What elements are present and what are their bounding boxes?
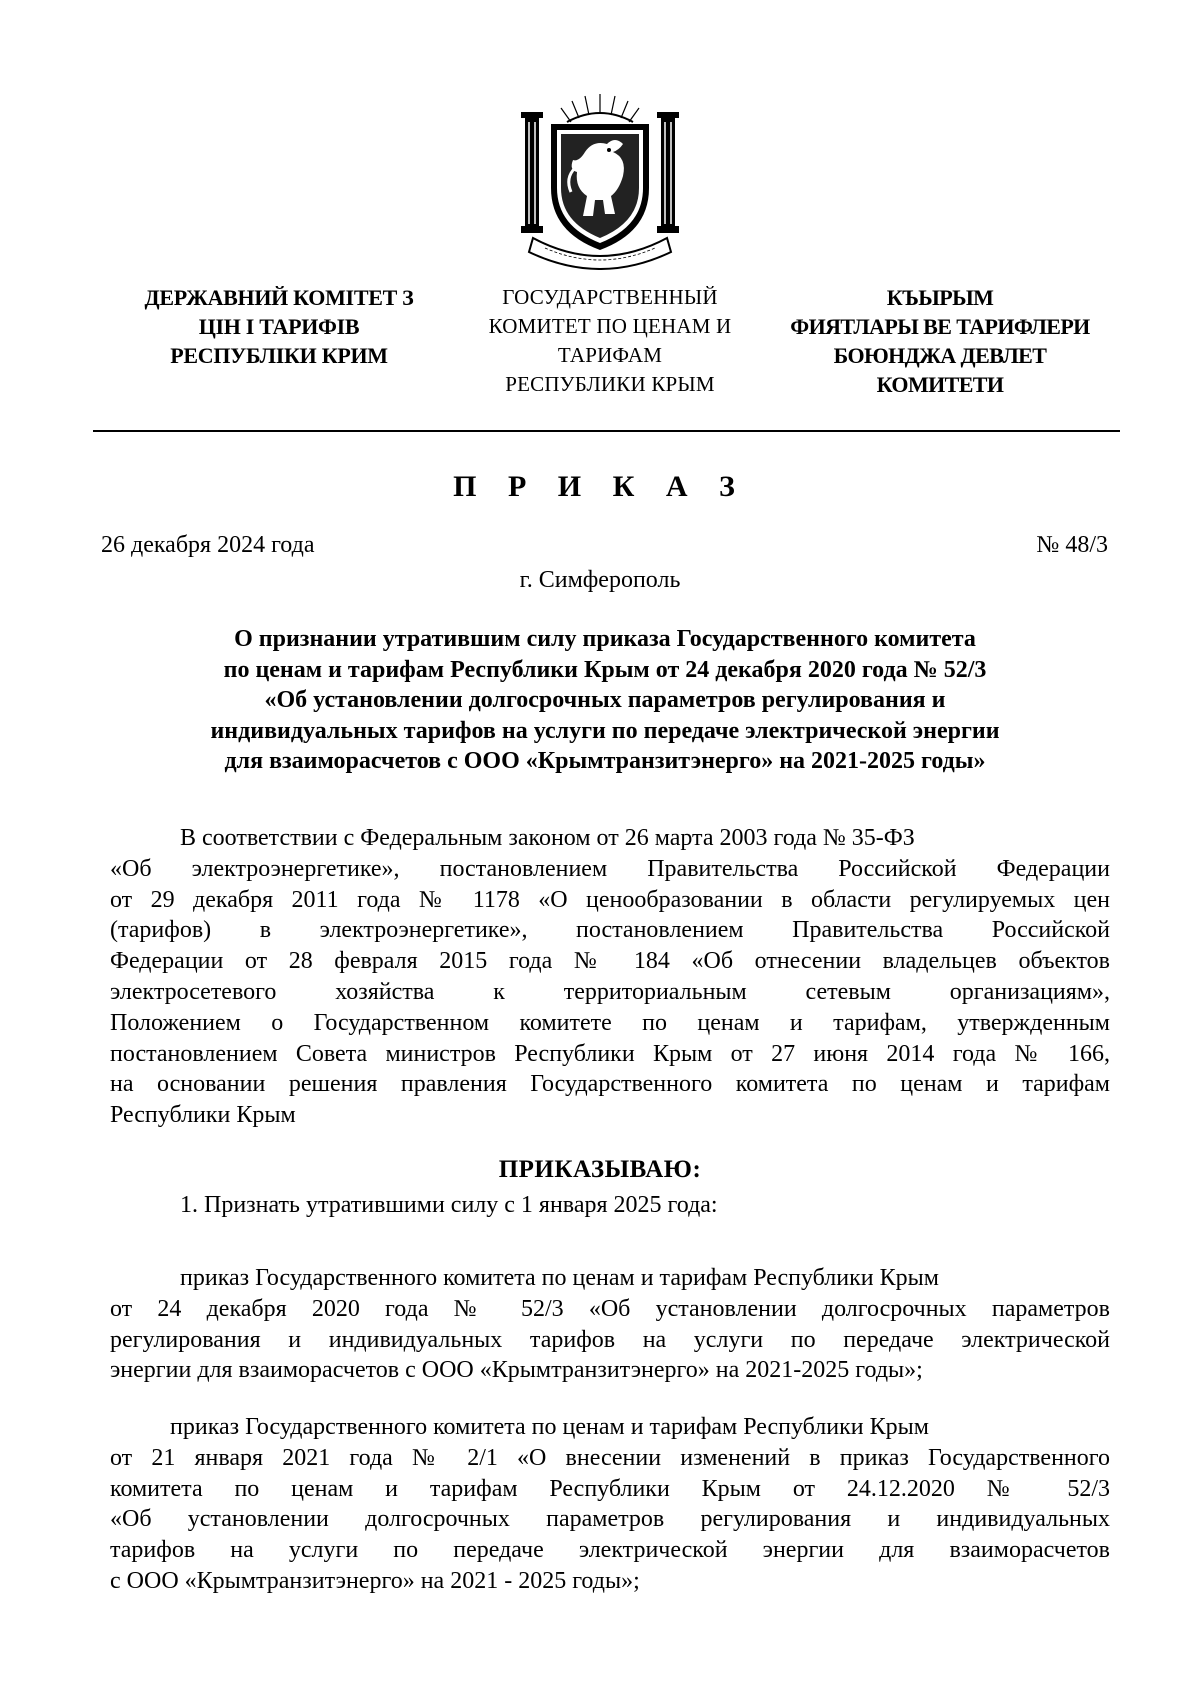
- paragraph-line: приказ Государственного комитета по ценам и тарифам Республики Крым: [170, 1414, 929, 1440]
- crimea-coat-of-arms-icon: [515, 92, 685, 270]
- header-ru-line: РЕСПУБЛИКИ КРЫМ: [505, 372, 715, 396]
- subject-line: «Об установлении долгосрочных параметров регулирования и: [264, 687, 946, 713]
- paragraph-line: энергии для взаиморасчетов с ООО «Крымтранзитэнерго» на 2021-2025 годы»;: [110, 1357, 923, 1384]
- header-ct-line: БОЮНДЖА ДЕВЛЕТ: [833, 343, 1047, 368]
- header-ct-line: КОМИТЕТИ: [876, 372, 1004, 397]
- document-subject: [101, 624, 1109, 777]
- subject-line: по ценам и тарифам Республики Крым от 24 декабря 2020 года № 52/3: [223, 656, 987, 683]
- header-ru-line: ТАРИФАМ: [557, 343, 663, 367]
- subject-line: индивидуальных тарифов на услуги по передаче электрической энергии: [210, 717, 1000, 744]
- paragraph-line: комитета по ценам и тарифам Республики Крым от 24.12.2020 № 52/3: [110, 1475, 1110, 1502]
- paragraph-line: электросетевого хозяйства к территориальным сетевым организациям»,: [110, 978, 1110, 1005]
- header-ct-line: КЪЫРЫМ: [886, 285, 994, 310]
- paragraph-line: с ООО «Крымтранзитэнерго» на 2021 - 2025 годы»;: [110, 1567, 640, 1594]
- paragraph-line: «Об электроэнергетике», постановлением Правительства Российской Федерации: [110, 855, 1110, 882]
- paragraph-line: от 29 декабря 2011 года № 1178 «О ценообразовании в области регулируемых цен: [110, 886, 1110, 913]
- preamble-paragraph: [110, 823, 1110, 1131]
- paragraph-line: регулирования и индивидуальных тарифов на услуги по передаче электрической: [110, 1326, 1110, 1353]
- paragraph-line: от 24 декабря 2020 года № 52/3 «Об установлении долгосрочных параметров: [110, 1295, 1110, 1322]
- paragraph-line: Положением о Государственном комитете по ценам и тарифам, утвержденным: [110, 1009, 1110, 1036]
- repeal-paragraph-1: [110, 1263, 1110, 1386]
- paragraph-line: на основании решения правления Государственного комитета по ценам и тарифам: [110, 1071, 1110, 1098]
- header-ua-line: ЦІН І ТАРИФІВ: [198, 314, 360, 339]
- paragraph-line: «Об установлении долгосрочных параметров регулирования и индивидуальных: [110, 1506, 1110, 1533]
- document-date: 26 декабря 2024 года: [101, 532, 315, 558]
- paragraph-line: от 21 января 2021 года № 2/1 «О внесении изменений в приказ Государственного: [110, 1444, 1110, 1471]
- paragraph-line: Федерации от 28 февраля 2015 года № 184 «Об отнесении владельцев объектов: [110, 948, 1110, 975]
- paragraph-line: тарифов на услуги по передаче электрической энергии для взаиморасчетов: [110, 1537, 1110, 1564]
- header-russian: [455, 283, 765, 399]
- paragraph-line: постановлением Совета министров Республики Крым от 27 июня 2014 года № 166,: [110, 1040, 1110, 1067]
- header-ru-line: КОМИТЕТ ПО ЦЕНАМ И: [488, 314, 732, 338]
- subject-line: О признании утратившим силу приказа Государственного комитета: [234, 626, 976, 652]
- header-divider: [93, 430, 1120, 432]
- subject-line: для взаиморасчетов с ООО «Крымтранзитэнерго» на 2021-2025 годы»: [224, 748, 986, 774]
- document-number: № 48/3: [1036, 532, 1108, 558]
- header-ru-line: ГОСУДАРСТВЕННЫЙ: [502, 285, 718, 309]
- document-title: П Р И К А З: [453, 470, 747, 503]
- header-ct-line: ФИЯТЛАРЫ ВЕ ТАРИФЛЕРИ: [790, 314, 1090, 339]
- paragraph-line: Республики Крым: [110, 1102, 296, 1129]
- header-ukrainian: [120, 283, 438, 370]
- item-1: 1. Признать утратившими силу с 1 января 2025 года:: [180, 1192, 718, 1218]
- header-crimean-tatar: [775, 283, 1105, 399]
- orders-heading: ПРИКАЗЫВАЮ:: [498, 1156, 702, 1183]
- paragraph-line: (тарифов) в электроэнергетике», постановлением Правительства Российской: [110, 917, 1110, 944]
- header-ua-line: РЕСПУБЛІКИ КРИМ: [170, 343, 388, 368]
- document-city: г. Симферополь: [519, 567, 681, 593]
- header-ua-line: ДЕРЖАВНИЙ КОМІТЕТ З: [144, 285, 414, 310]
- repeal-paragraph-2: [110, 1412, 1110, 1597]
- paragraph-line: В соответствии с Федеральным законом от 26 марта 2003 года № 35-ФЗ: [180, 825, 915, 851]
- paragraph-line: приказ Государственного комитета по ценам и тарифам Республики Крым: [180, 1265, 939, 1291]
